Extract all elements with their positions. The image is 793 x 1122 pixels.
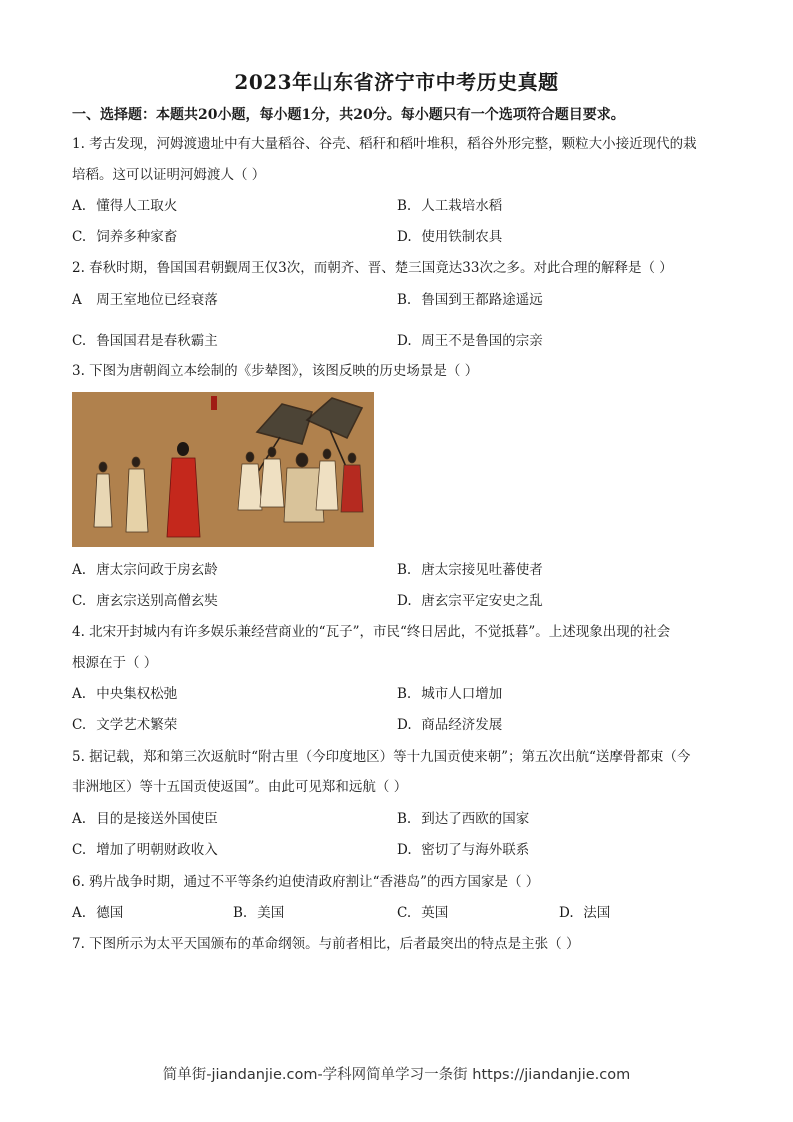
page-title: 2023年山东省济宁市中考历史真题 <box>234 70 559 94</box>
question-4-option-a[interactable]: A. 中央集权松弛 <box>72 686 178 702</box>
question-6-option-d[interactable]: D. 法国 <box>559 905 611 921</box>
question-1-line-1: 1. 考古发现，河姆渡遗址中有大量稻谷、谷壳、稻秆和稻叶堆积，稻谷外形完整，颗粒大小接近现代的栽 <box>72 136 697 152</box>
question-5-line-2: 非洲地区）等十五国贡使返国”。由此可见郑和远航（ ） <box>72 779 408 795</box>
question-2-option-c[interactable]: C. 鲁国国君是春秋霸主 <box>72 333 218 349</box>
question-3-option-c[interactable]: C. 唐玄宗送别高僧玄奘 <box>72 593 218 609</box>
question-1-line-2: 培稻。这可以证明河姆渡人（ ） <box>72 167 266 183</box>
painting-illustration <box>72 392 374 547</box>
question-4-line-1: 4. 北宋开封城内有许多娱乐兼经营商业的“瓦子”，市民“终日居此，不觉抵暮”。上述现象出现的社会 <box>72 624 671 640</box>
question-6-line-1: 6. 鸦片战争时期，通过不平等条约迫使清政府割让“香港岛”的西方国家是（ ） <box>72 874 540 890</box>
footer-watermark-link[interactable]: 简单街-jiandanjie.com-学科网简单学习一条街 https://jiandanjie.com <box>162 1067 631 1083</box>
question-2-option-d[interactable]: D. 周王不是鲁国的宗亲 <box>397 333 543 349</box>
question-2-option-b[interactable]: B. 鲁国到王都路途遥远 <box>397 292 543 308</box>
question-4-option-c[interactable]: C. 文学艺术繁荣 <box>72 717 178 733</box>
section-heading: 一、选择题：本题共20小题，每小题1分，共20分。每小题只有一个选项符合题目要求。 <box>72 107 625 123</box>
question-6-option-c[interactable]: C. 英国 <box>397 905 449 921</box>
question-4-option-b[interactable]: B. 城市人口增加 <box>397 686 503 702</box>
question-2-option-a[interactable]: A 周王室地位已经衰落 <box>72 292 218 308</box>
question-3-line-1: 3. 下图为唐朝阎立本绘制的《步辇图》，该图反映的历史场景是（ ） <box>72 363 479 379</box>
question-7-line-1: 7. 下图所示为太平天国颁布的革命纲领。与前者相比，后者最突出的特点是主张（ ） <box>72 936 580 952</box>
question-1-option-a[interactable]: A. 懂得人工取火 <box>72 198 178 214</box>
question-5-line-1: 5. 据记载，郑和第三次返航时“附古里（今印度地区）等十九国贡使来朝”；第五次出航“送摩骨都束（今 <box>72 749 691 765</box>
question-1-option-d[interactable]: D. 使用铁制农具 <box>397 229 503 245</box>
question-4-line-2: 根源在于（ ） <box>72 655 158 671</box>
question-5-option-b[interactable]: B. 到达了西欧的国家 <box>397 811 530 827</box>
question-5-option-a[interactable]: A. 目的是接送外国使臣 <box>72 811 218 827</box>
question-6-option-a[interactable]: A. 德国 <box>72 905 124 921</box>
seal-stamp <box>211 396 217 410</box>
question-5-option-c[interactable]: C. 增加了明朝财政收入 <box>72 842 218 858</box>
question-1-option-c[interactable]: C. 饲养多种家畜 <box>72 229 178 245</box>
question-1-option-b[interactable]: B. 人工栽培水稻 <box>397 198 503 214</box>
question-3-option-d[interactable]: D. 唐玄宗平定安史之乱 <box>397 593 543 609</box>
bunian-tu-painting <box>72 392 374 547</box>
question-4-option-d[interactable]: D. 商品经济发展 <box>397 717 503 733</box>
question-3-option-a[interactable]: A. 唐太宗问政于房玄龄 <box>72 562 218 578</box>
question-3-option-b[interactable]: B. 唐太宗接见吐蕃使者 <box>397 562 543 578</box>
question-6-option-b[interactable]: B. 美国 <box>233 905 285 921</box>
question-5-option-d[interactable]: D. 密切了与海外联系 <box>397 842 530 858</box>
question-2-line-1: 2. 春秋时期，鲁国国君朝觐周王仅3次，而朝齐、晋、楚三国竟达33次之多。对此合理的解释是（ ） <box>72 260 673 276</box>
